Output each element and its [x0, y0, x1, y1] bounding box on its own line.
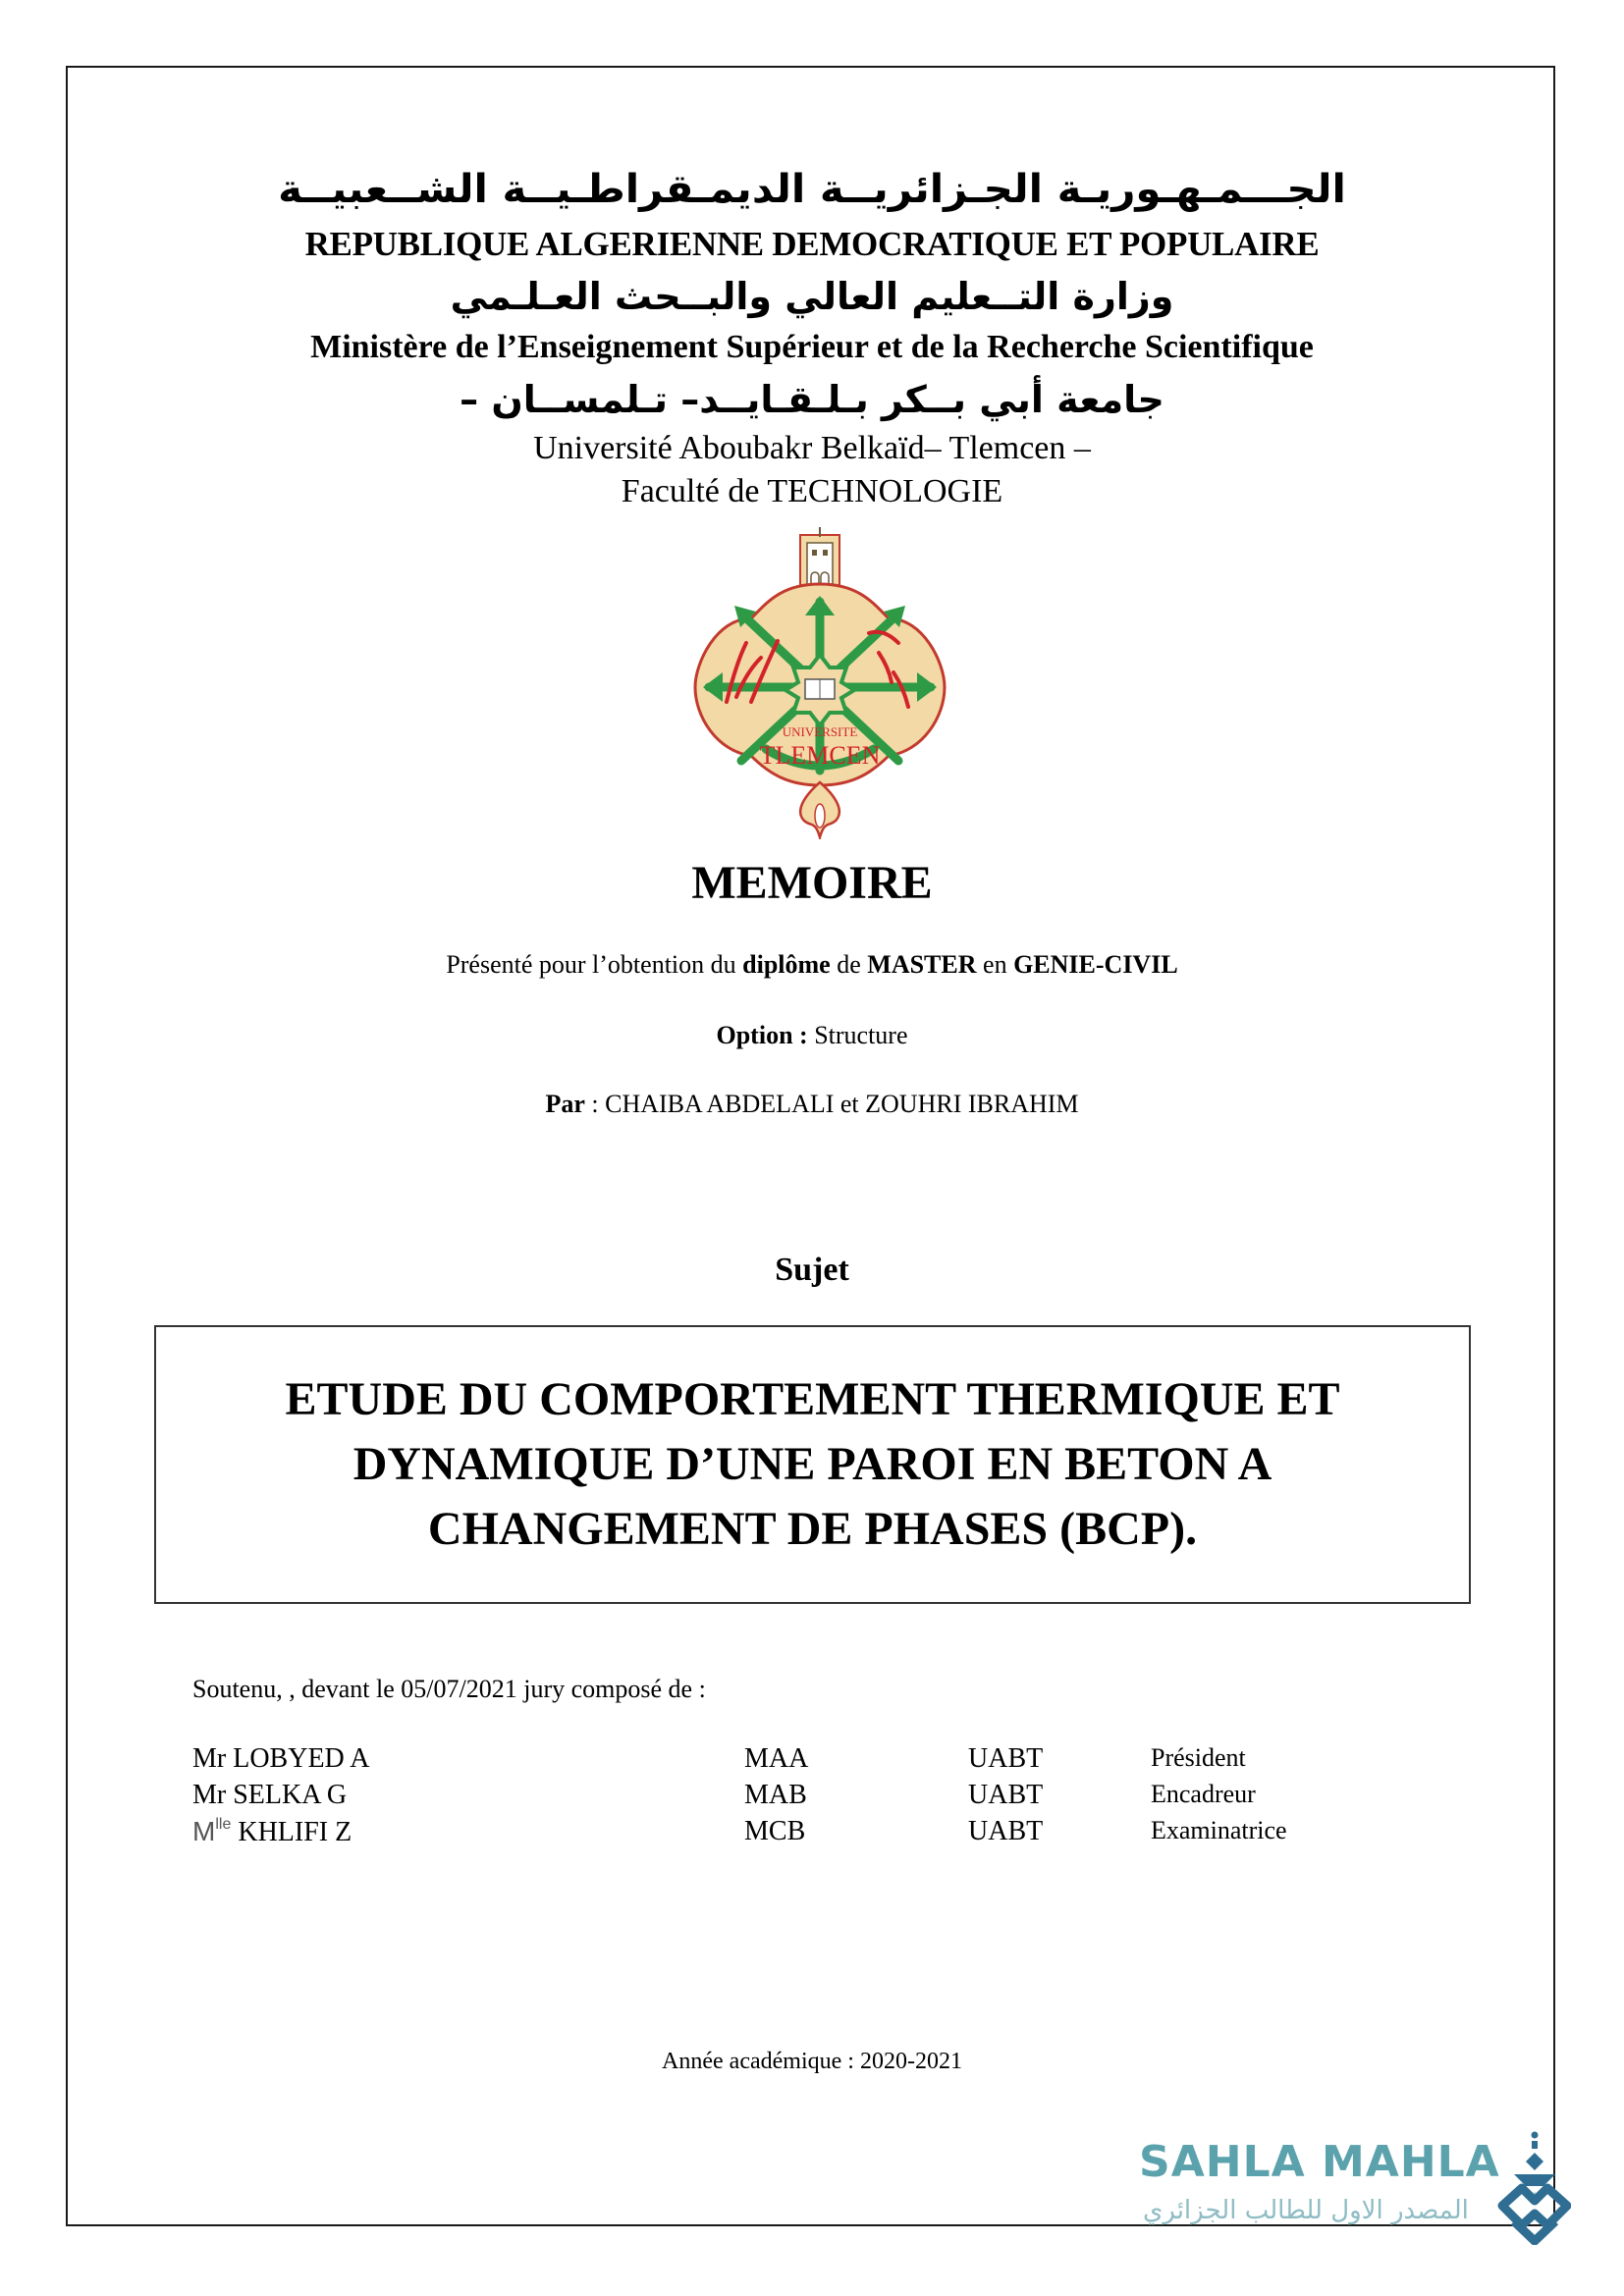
tlemcen-emblem-icon [687, 525, 952, 839]
jury-title: M [192, 1816, 216, 1846]
academic-year: Année académique : 2020-2021 [662, 2049, 962, 2074]
jury-role: Encadreur [1151, 1780, 1256, 1808]
jury-institution: UABT [968, 1780, 1044, 1810]
jury-role: Président [1151, 1743, 1246, 1772]
ministry-heading: Ministère de l’Enseignement Supérieur et de la Recherche Scientifique [310, 329, 1314, 365]
presented-prefix: Présenté pour l’obtention du [446, 950, 743, 979]
jury-role: Examinatrice [1151, 1816, 1287, 1844]
jury-grade: MAA [744, 1743, 809, 1774]
watermark-tagline: المصدر الاول للطالب الجزائري [1143, 2196, 1469, 2225]
thesis-title-line: ETUDE DU COMPORTEMENT THERMIQUE ET [285, 1373, 1340, 1425]
defense-intro: Soutenu, , devant le 05/07/2021 jury composé de : [192, 1675, 706, 1703]
degree: MASTER [867, 950, 977, 979]
authors-line [0, 1090, 1624, 1119]
thesis-title-line: CHANGEMENT DE PHASES (BCP). [427, 1503, 1198, 1555]
diploma-label: diplôme [742, 950, 831, 979]
jury-grade: MAB [744, 1780, 807, 1810]
logo-text-tlemcen: TLEMCEN [759, 741, 881, 770]
jury-row [192, 1780, 1371, 1816]
thesis-title-line: DYNAMIQUE D’UNE PAROI EN BETON A [352, 1438, 1272, 1490]
document-type: MEMOIRE [691, 857, 933, 909]
faculty-name: Faculté de TECHNOLOGIE [621, 473, 1003, 509]
thesis-title-box [154, 1325, 1471, 1604]
subject-label: Sujet [775, 1252, 849, 1288]
authors-label: Par [545, 1090, 585, 1118]
arabic-republic-heading: الجـــمـهـوريـة الجـزائريــة الديمـقراطـيــة الشــعبيــة [278, 167, 1346, 212]
presented-for-line [0, 950, 1624, 980]
university-logo [687, 525, 952, 839]
option-value: Structure [807, 1021, 908, 1049]
republic-heading: REPUBLIQUE ALGERIENNE DEMOCRATIQUE ET POPULAIRE [304, 225, 1320, 263]
university-name: Université Aboubakr Belkaïd– Tlemcen – [533, 430, 1091, 466]
jury-name: KHLIFI Z [231, 1817, 352, 1847]
jury-grade: MCB [744, 1816, 806, 1846]
jury-name: Mr SELKA G [192, 1780, 348, 1810]
logo-text-universite: UNIVERSITE [782, 724, 858, 739]
jury-row [192, 1743, 1371, 1780]
thesis-title [286, 1367, 1340, 1562]
jury-row [192, 1816, 1371, 1852]
sahla-mahla-logo-icon [1492, 2127, 1571, 2245]
arabic-university-heading: جامعة أبي بــكر بـلـقـايــد– تـلمســان – [460, 378, 1164, 421]
arabic-ministry-heading: وزارة التــعليم العالي والبــحث العـلـمي [450, 275, 1174, 318]
jury-institution: UABT [968, 1743, 1044, 1774]
sahla-mahla-watermark [1139, 2125, 1571, 2253]
jury-title-sup: lle [215, 1816, 232, 1833]
field: GENIE-CIVIL [1013, 950, 1178, 979]
jury-name-cell [192, 1816, 352, 1848]
presented-mid2: en [976, 950, 1014, 979]
presented-mid1: de [830, 950, 868, 979]
jury-institution: UABT [968, 1816, 1044, 1846]
watermark-brand: SAHLA MAHLA [1139, 2137, 1500, 2187]
jury-table [192, 1743, 1371, 1852]
option-label: Option : [716, 1021, 808, 1049]
option-line [0, 1021, 1624, 1050]
jury-name: Mr LOBYED A [192, 1743, 370, 1774]
authors-value: : CHAIBA ABDELALI et ZOUHRI IBRAHIM [584, 1090, 1079, 1118]
